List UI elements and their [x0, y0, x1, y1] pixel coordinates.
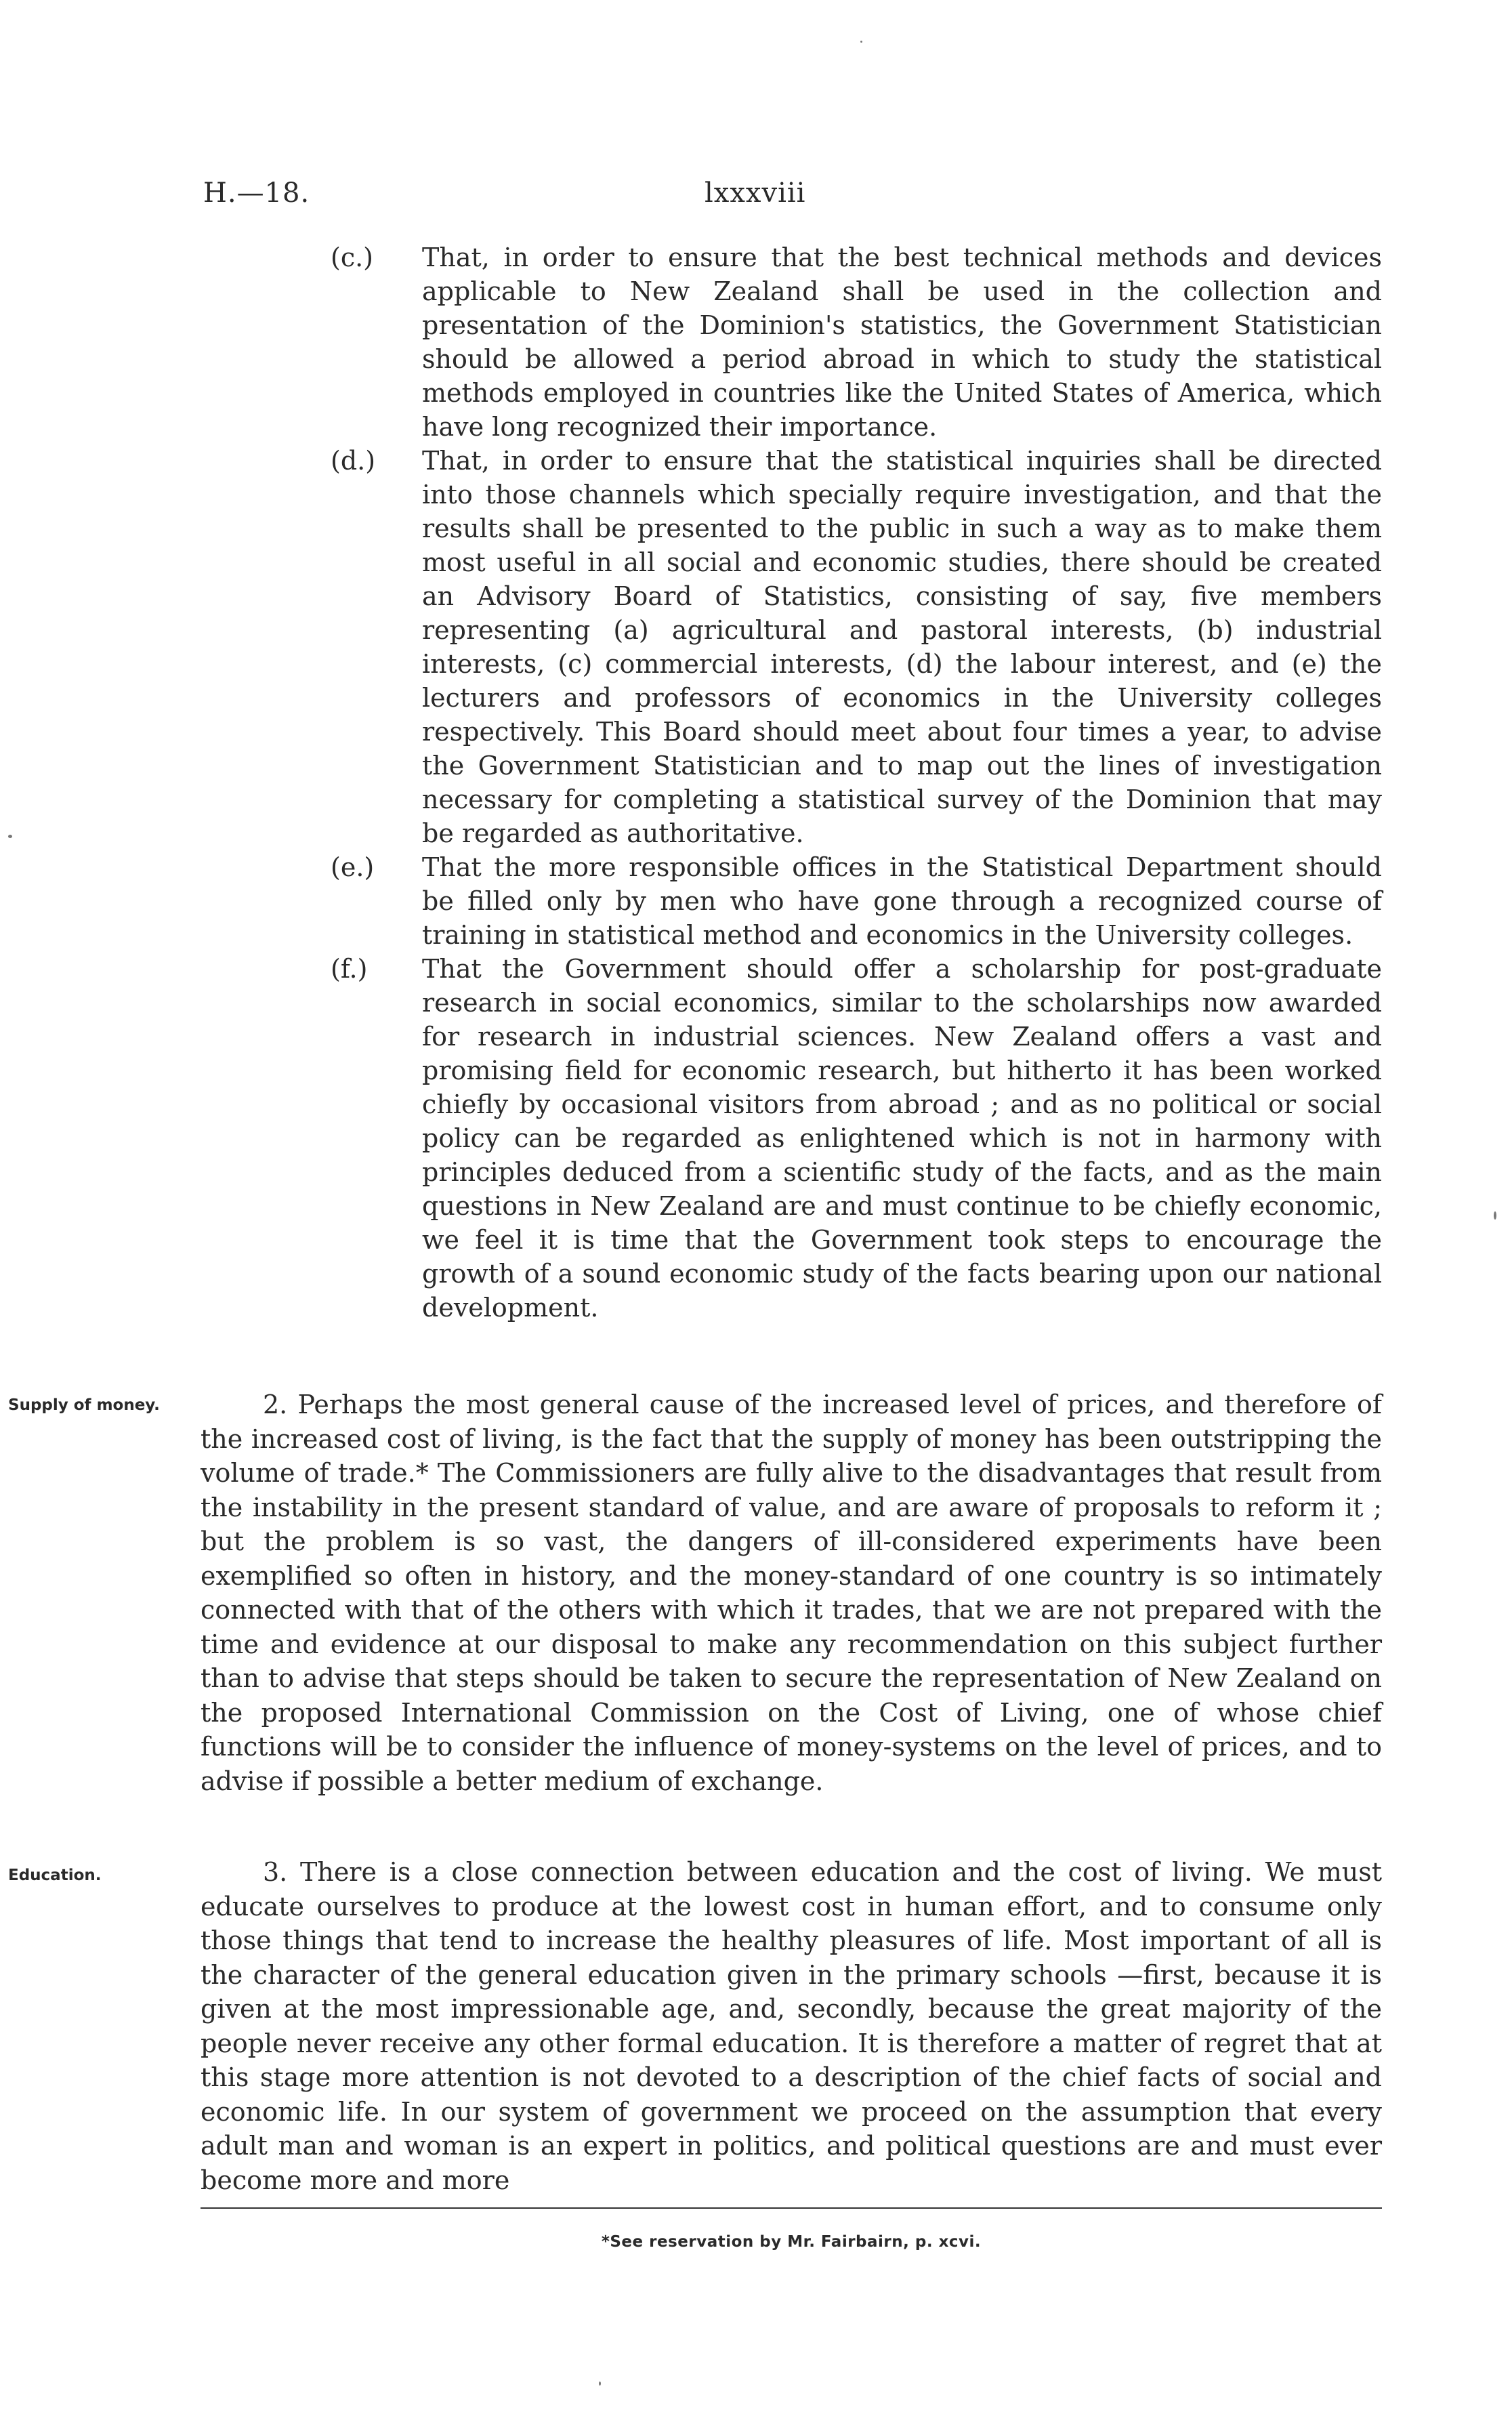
footnote: *See reservation by Mr. Fairbairn, p. xcvi. [601, 2233, 982, 2251]
list-item-e [331, 850, 1382, 952]
paragraph-education: 3. There is a close connection between education and the cost of living. We must educate ourselves to produce at the lowest cost in human effort, and to consume only those things that tend to increase the healthy pleasures of life. Most important of all is the character of the general education given in the primary schools —first, because it is given at the most impressionable age, and, secondly, because the great majority of the people never receive any other formal education. It is therefore a matter of regret that at this stage more attention is not devoted to a description of the chief facts of social and economic life. In our system of government we proceed on the assumption that every adult man and woman is an expert in politics, and political questions are and must ever become more and more [201, 1857, 1382, 2195]
paragraph-supply-of-money: 2. Perhaps the most general cause of the increased level of prices, and therefore of the increased cost of living, is the fact that the supply of money has been outstripping the volume of trade.* The Commissioners are fully alive to the disadvantages that result from the instability in the present standard of value, and are aware of proposals to reform it ; but the problem is so vast, the dangers of ill-considered experiments have been exemplified so often in history, and the money-standard of one country is so intimately connected with that of the others with which it trades, that we are not prepared with the time and evidence at our disposal to make any recommendation on this subject further than to advise that steps should be taken to secure the representation of New Zealand on the proposed International Commission on the Cost of Living, one of whose chief functions will be to consider the influence of money-systems on the level of prices, and to advise if possible a better medium of exchange. [201, 1390, 1382, 1796]
list-item-text: That, in order to ensure that the best technical methods and devices applicable to New Zealand shall be used in the collection and presentation of the Dominion's statistics, the Government Statistician should be allowed a period abroad in which to study the statistical methods employed in countries like the United States of America, which have long recognized their importance. [422, 243, 1382, 442]
list-item-text: That the Government should offer a scholarship for post-graduate research in social economics, similar to the scholarships now awarded for research in industrial sciences. New Zealand offers a vast and promising field for economic research, but hitherto it has been worked chiefly by occasional visitors from abroad ; and as no political or social policy can be regarded as enlightened which is not in harmony with principles deduced from a scientific study of the facts, and as the main questions in New Zealand are and must continue to be chiefly economic, we feel it is time that the Government took steps to encourage the growth of a sound economic study of the facts bearing upon our national development. [422, 954, 1382, 1323]
recommendation-list [331, 241, 1382, 1325]
list-item-text: That the more responsible offices in the Statistical Department should be filled only by men who have gone through a recognized course of training in statistical method and economics in the University colleges. [422, 852, 1382, 950]
scan-speck [8, 835, 12, 838]
list-marker: (d.) [331, 446, 376, 476]
scan-speck [860, 41, 862, 43]
list-item-c [331, 241, 1382, 444]
list-marker: (f.) [331, 954, 368, 984]
list-item-d [331, 444, 1382, 850]
document-code: H.—18. [203, 178, 310, 209]
scan-speck [1494, 1211, 1496, 1220]
sidenote-supply-of-money: Supply of money. [8, 1396, 160, 1414]
list-item-f [331, 952, 1382, 1325]
footnote-rule [201, 2207, 1382, 2209]
list-marker: (c.) [331, 243, 374, 272]
list-item-text: That, in order to ensure that the statistical inquiries shall be directed into those channels which specially require investigation, and that the results shall be presented to the public in such a way as to make them most useful in all social and economic studies, there should be created an Advisory Board of Statistics, consisting of say, five members representing (a) agricultural and pastoral interests, (b) industrial interests, (c) commercial interests, (d) the labour interest, and (e) the lecturers and professors of economics in the University colleges respectively. This Board should meet about four times a year, to advise the Government Statistician and to map out the lines of investigation necessary for completing a statistical survey of the Dominion that may be regarded as authoritative. [422, 446, 1382, 848]
page-number: lxxxviii [705, 178, 806, 209]
sidenote-education: Education. [8, 1867, 102, 1884]
scan-speck [599, 2382, 601, 2386]
list-marker: (e.) [331, 852, 375, 882]
